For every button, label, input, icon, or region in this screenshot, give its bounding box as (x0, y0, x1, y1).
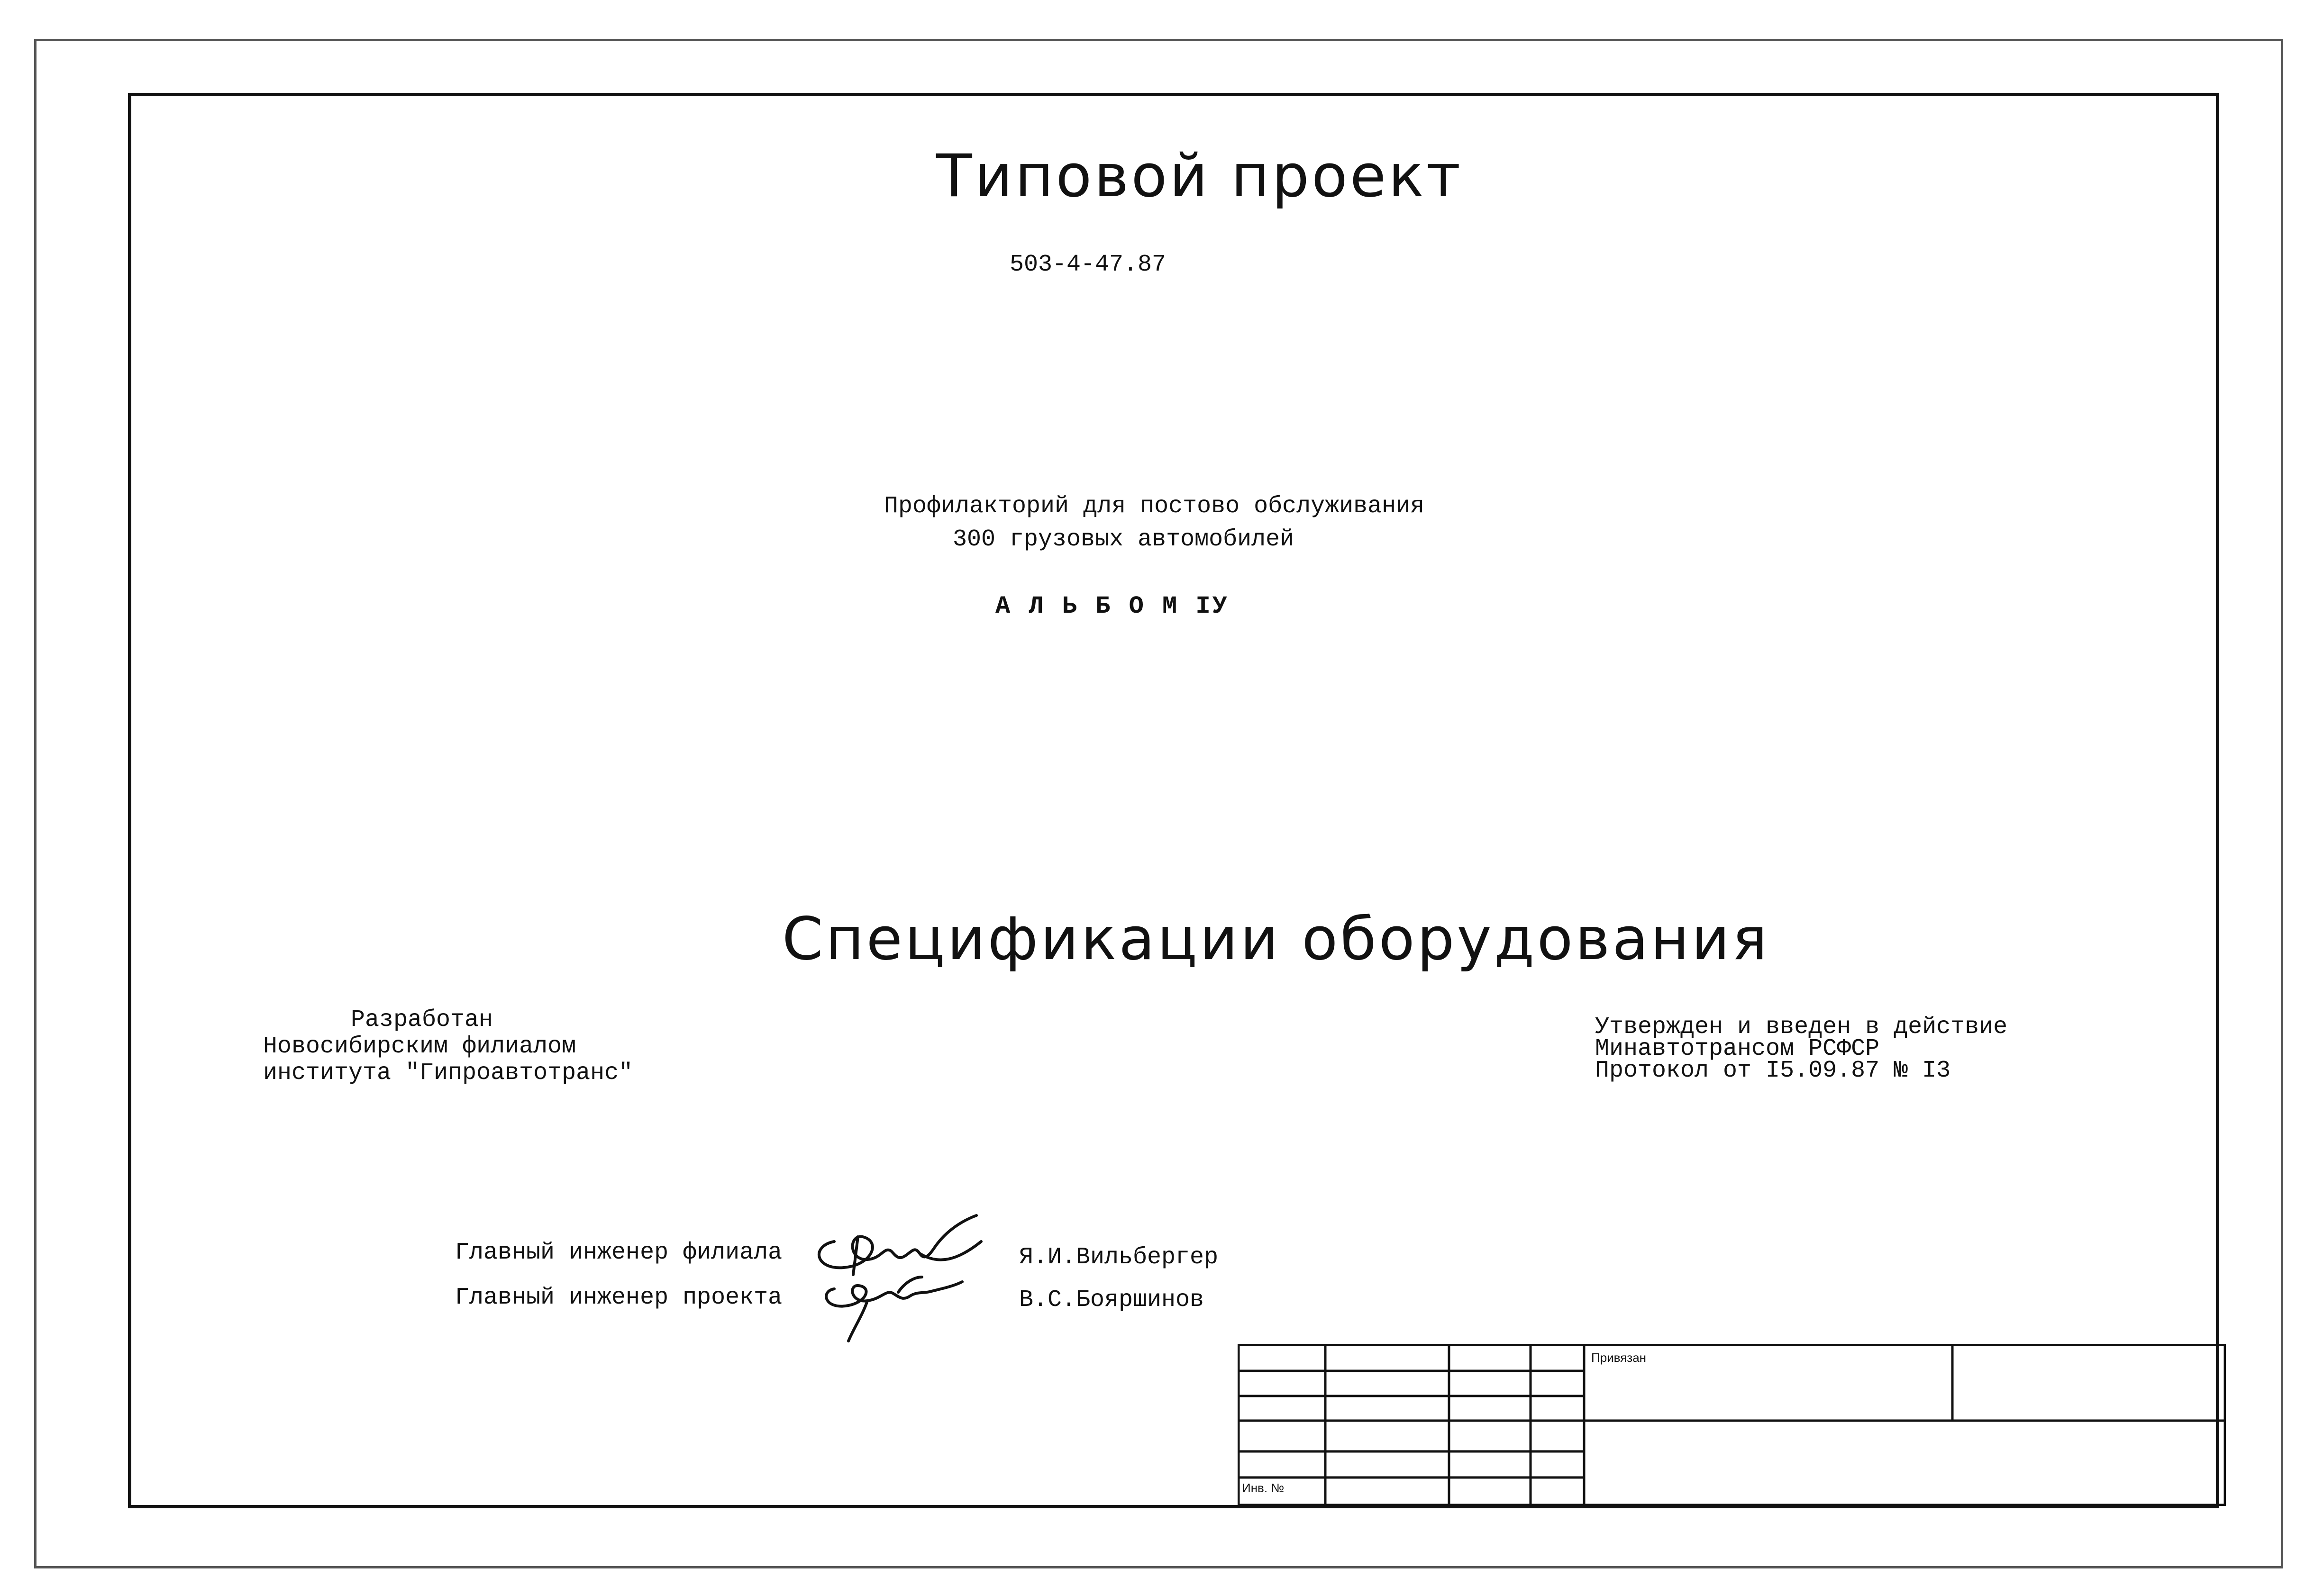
developer-line-2: Новосибирским филиалом (263, 1033, 576, 1060)
approval-line-1: Утвержден и введен в действие (1595, 1014, 2008, 1041)
developer-block (263, 1007, 633, 1087)
project-number: 503-4-47.87 (1010, 251, 1167, 278)
signature-role-1: Главный инженер филиала (455, 1239, 783, 1266)
title-block (1238, 1344, 2226, 1506)
approval-line-3: Протокол от I5.09.87 № I3 (1595, 1057, 1951, 1084)
signature-scribble-2 (815, 1263, 972, 1343)
subject-line-1: Профилакторий для постово обслуживания (884, 493, 1425, 520)
approval-line-2: Минавтотрансом РСФСР (1595, 1035, 1880, 1062)
document-title: Спецификации оборудования (782, 905, 1770, 973)
signature-name-2: В.С.Бояршинов (1019, 1287, 1204, 1314)
developer-line-3: института "Гипроавтотранс" (263, 1060, 633, 1087)
inventory-number-label: Инв. № (1242, 1481, 1285, 1495)
page-title: Типовой проект (936, 142, 1463, 210)
bound-label: Привязан (1591, 1350, 1647, 1365)
album-label: А Л Ь Б О М IУ (995, 592, 1229, 620)
signature-name-1: Я.И.Вильбергер (1019, 1244, 1219, 1271)
approval-block (1595, 1016, 2007, 1082)
signature-role-2: Главный инженер проекта (455, 1284, 783, 1311)
subject-line-2: 300 грузовых автомобилей (953, 526, 1294, 553)
developer-line-1: Разработан (351, 1006, 493, 1033)
